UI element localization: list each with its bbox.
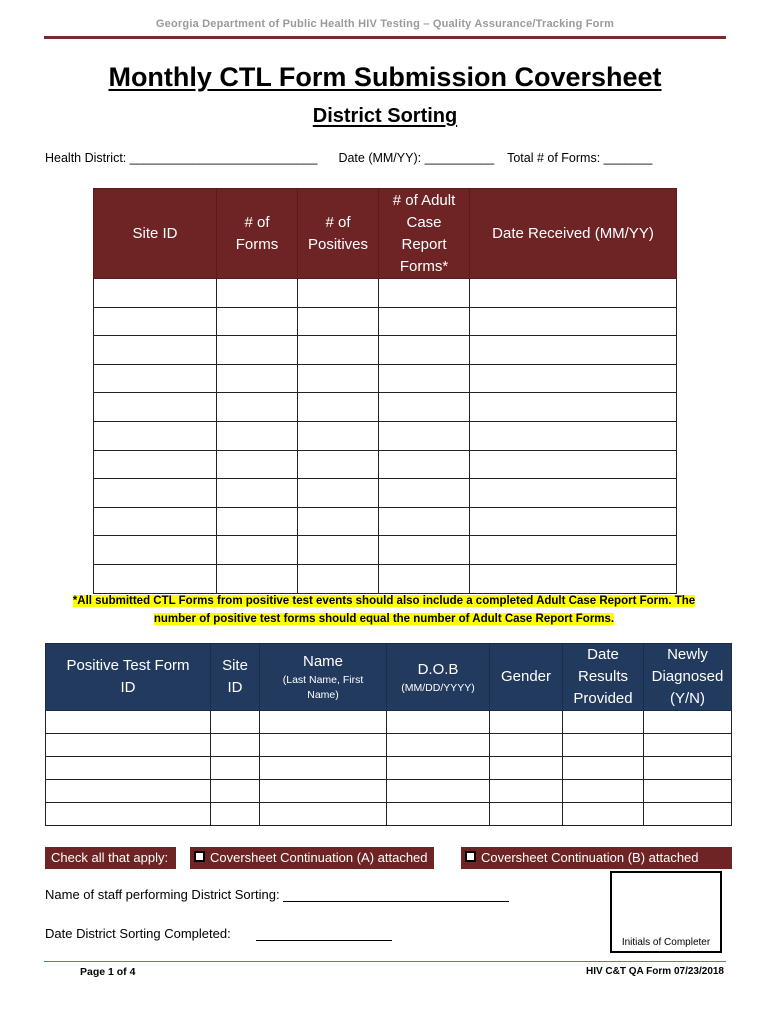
positive-test-cell[interactable]	[260, 734, 387, 757]
header-agency-text: Georgia Department of Public Health HIV Testing – Quality Assurance/Tracking Form	[155, 18, 615, 30]
positive-test-cell[interactable]	[387, 734, 490, 757]
site-summary-header-row	[94, 189, 677, 279]
health-district-field[interactable]: ___________________________	[129, 151, 318, 165]
option-a-attached[interactable]	[190, 847, 434, 869]
site-summary-cell[interactable]	[470, 307, 677, 336]
checkbox-a[interactable]	[194, 851, 205, 862]
positive-test-cell[interactable]	[46, 803, 211, 826]
site-summary-cell[interactable]	[217, 536, 298, 565]
site-summary-row	[94, 536, 677, 565]
site-summary-cell[interactable]	[379, 307, 470, 336]
positive-test-table	[45, 643, 732, 826]
site-summary-cell[interactable]	[217, 479, 298, 508]
page-subtitle: District Sorting	[312, 105, 458, 127]
site-summary-cell[interactable]	[217, 336, 298, 365]
site-summary-cell[interactable]	[379, 536, 470, 565]
positive-test-cell[interactable]	[46, 757, 211, 780]
site-summary-row	[94, 507, 677, 536]
site-summary-cell[interactable]	[470, 279, 677, 308]
site-summary-cell[interactable]	[298, 421, 379, 450]
site-summary-cell[interactable]	[217, 307, 298, 336]
col-dob: D.O.B (MM/DD/YYYY)	[387, 644, 490, 711]
positive-test-cell[interactable]	[490, 780, 563, 803]
site-summary-cell[interactable]	[470, 564, 677, 593]
site-summary-cell[interactable]	[217, 364, 298, 393]
site-summary-row	[94, 336, 677, 365]
site-summary-cell[interactable]	[379, 336, 470, 365]
completed-date-label: Date District Sorting Completed:	[45, 926, 231, 941]
positive-test-cell[interactable]	[387, 757, 490, 780]
positive-test-cell[interactable]	[563, 734, 644, 757]
positive-test-cell[interactable]	[490, 803, 563, 826]
site-summary-cell[interactable]	[470, 421, 677, 450]
site-summary-cell[interactable]	[470, 336, 677, 365]
health-district-label: Health District:	[45, 151, 127, 165]
col-date-results: Date Results Provided	[563, 644, 644, 711]
positive-test-cell[interactable]	[563, 711, 644, 734]
site-summary-cell[interactable]	[94, 479, 217, 508]
date-label: Date (MM/YY):	[338, 151, 422, 165]
col-num-positives: # of Positives	[298, 189, 379, 279]
positive-test-row	[46, 803, 732, 826]
staff-name-label: Name of staff performing District Sorting:	[45, 887, 280, 902]
positive-test-cell[interactable]	[46, 734, 211, 757]
site-summary-cell[interactable]	[94, 336, 217, 365]
site-summary-cell[interactable]	[94, 564, 217, 593]
site-summary-cell[interactable]	[94, 279, 217, 308]
site-summary-cell[interactable]	[298, 536, 379, 565]
page-number: Page 1 of 4	[80, 966, 136, 978]
site-summary-cell[interactable]	[217, 507, 298, 536]
total-forms-field[interactable]: _______	[603, 151, 653, 165]
site-summary-cell[interactable]	[217, 393, 298, 422]
site-summary-cell[interactable]	[379, 479, 470, 508]
site-summary-cell[interactable]	[94, 364, 217, 393]
option-a-label: Coversheet Continuation (A) attached	[210, 850, 428, 865]
positive-test-cell[interactable]	[211, 734, 260, 757]
col-num-forms: # of Forms	[217, 189, 298, 279]
positive-test-row	[46, 780, 732, 803]
positive-test-cell[interactable]	[46, 780, 211, 803]
staff-name-field[interactable]	[283, 887, 509, 902]
site-summary-row	[94, 479, 677, 508]
site-summary-row	[94, 307, 677, 336]
option-b-label: Coversheet Continuation (B) attached	[481, 850, 699, 865]
positive-test-cell[interactable]	[644, 803, 732, 826]
positive-test-cell[interactable]	[260, 757, 387, 780]
site-summary-cell[interactable]	[379, 279, 470, 308]
staff-name-line	[45, 887, 509, 902]
site-summary-cell[interactable]	[379, 450, 470, 479]
site-summary-cell[interactable]	[298, 393, 379, 422]
site-summary-cell[interactable]	[94, 450, 217, 479]
site-summary-row	[94, 364, 677, 393]
positive-test-cell[interactable]	[644, 711, 732, 734]
footnote-line-2: number of positive test forms should equal the number of Adult Case Report Forms.	[153, 613, 615, 625]
site-summary-cell[interactable]	[470, 393, 677, 422]
positive-test-cell[interactable]	[644, 780, 732, 803]
positive-test-cell[interactable]	[260, 803, 387, 826]
col-site-id: Site ID	[94, 189, 217, 279]
positive-test-cell[interactable]	[387, 780, 490, 803]
col-name: Name (Last Name, First Name)	[260, 644, 387, 711]
site-summary-cell[interactable]	[470, 364, 677, 393]
site-summary-cell[interactable]	[470, 479, 677, 508]
site-summary-cell[interactable]	[298, 507, 379, 536]
check-all-label: Check all that apply:	[45, 847, 176, 869]
page-title: Monthly CTL Form Submission Coversheet	[108, 62, 662, 92]
positive-test-row	[46, 734, 732, 757]
form-version: HIV C&T QA Form 07/23/2018	[585, 966, 724, 977]
site-summary-cell[interactable]	[298, 307, 379, 336]
positive-test-cell[interactable]	[211, 803, 260, 826]
positive-test-cell[interactable]	[387, 711, 490, 734]
site-summary-row	[94, 393, 677, 422]
col-positive-test-form-id: Positive Test Form ID	[46, 644, 211, 711]
site-summary-cell[interactable]	[470, 450, 677, 479]
site-summary-cell[interactable]	[94, 307, 217, 336]
positive-test-cell[interactable]	[46, 711, 211, 734]
check-options-bar	[45, 847, 732, 869]
site-summary-cell[interactable]	[94, 421, 217, 450]
site-summary-cell[interactable]	[298, 450, 379, 479]
site-summary-row	[94, 279, 677, 308]
completed-date-field[interactable]	[256, 926, 392, 941]
positive-test-cell[interactable]	[563, 803, 644, 826]
col-site-id-2: Site ID	[211, 644, 260, 711]
site-summary-cell[interactable]	[379, 364, 470, 393]
positive-test-row	[46, 757, 732, 780]
site-summary-cell[interactable]	[94, 507, 217, 536]
col-gender: Gender	[490, 644, 563, 711]
positive-test-cell[interactable]	[211, 780, 260, 803]
site-summary-cell[interactable]	[470, 536, 677, 565]
positive-test-cell[interactable]	[563, 757, 644, 780]
site-summary-cell[interactable]	[298, 364, 379, 393]
site-summary-cell[interactable]	[298, 279, 379, 308]
site-summary-row	[94, 450, 677, 479]
site-summary-row	[94, 421, 677, 450]
info-line	[45, 151, 725, 165]
site-summary-cell[interactable]	[217, 421, 298, 450]
total-forms-label: Total # of Forms:	[507, 151, 601, 165]
site-summary-cell[interactable]	[379, 564, 470, 593]
positive-test-cell[interactable]	[260, 711, 387, 734]
site-summary-cell[interactable]	[379, 393, 470, 422]
site-summary-cell[interactable]	[298, 336, 379, 365]
positive-test-cell[interactable]	[644, 757, 732, 780]
positive-test-cell[interactable]	[490, 711, 563, 734]
positive-test-cell[interactable]	[211, 757, 260, 780]
option-b-attached[interactable]	[461, 847, 732, 869]
positive-test-cell[interactable]	[490, 757, 563, 780]
site-summary-cell[interactable]	[470, 507, 677, 536]
positive-test-cell[interactable]	[563, 780, 644, 803]
date-field[interactable]: __________	[424, 151, 495, 165]
col-adult-case-report: # of Adult Case Report Forms*	[379, 189, 470, 279]
positive-test-row	[46, 711, 732, 734]
site-summary-cell[interactable]	[217, 279, 298, 308]
site-summary-cell[interactable]	[217, 564, 298, 593]
positive-test-cell[interactable]	[211, 711, 260, 734]
col-date-received: Date Received (MM/YY)	[470, 189, 677, 279]
positive-test-header-row	[46, 644, 732, 711]
positive-test-cell[interactable]	[644, 734, 732, 757]
site-summary-cell[interactable]	[298, 479, 379, 508]
completed-date-line	[45, 926, 392, 941]
checkbox-b[interactable]	[465, 851, 476, 862]
site-summary-cell[interactable]	[217, 450, 298, 479]
site-summary-cell[interactable]	[94, 536, 217, 565]
positive-test-cell[interactable]	[490, 734, 563, 757]
positive-test-cell[interactable]	[387, 803, 490, 826]
initials-box[interactable]	[610, 871, 722, 953]
site-summary-row	[94, 564, 677, 593]
site-summary-cell[interactable]	[379, 507, 470, 536]
footnote-line-1: *All submitted CTL Forms from positive test events should also include a completed Adult Case Report Form. The	[72, 595, 696, 607]
col-newly-diagnosed: Newly Diagnosed (Y/N)	[644, 644, 732, 711]
header-divider	[44, 36, 726, 39]
site-summary-cell[interactable]	[379, 421, 470, 450]
positive-test-cell[interactable]	[260, 780, 387, 803]
initials-label: Initials of Completer	[621, 937, 711, 948]
footer-divider	[44, 961, 726, 962]
site-summary-table	[93, 188, 677, 594]
footnote	[56, 592, 712, 628]
site-summary-cell[interactable]	[94, 393, 217, 422]
site-summary-cell[interactable]	[298, 564, 379, 593]
